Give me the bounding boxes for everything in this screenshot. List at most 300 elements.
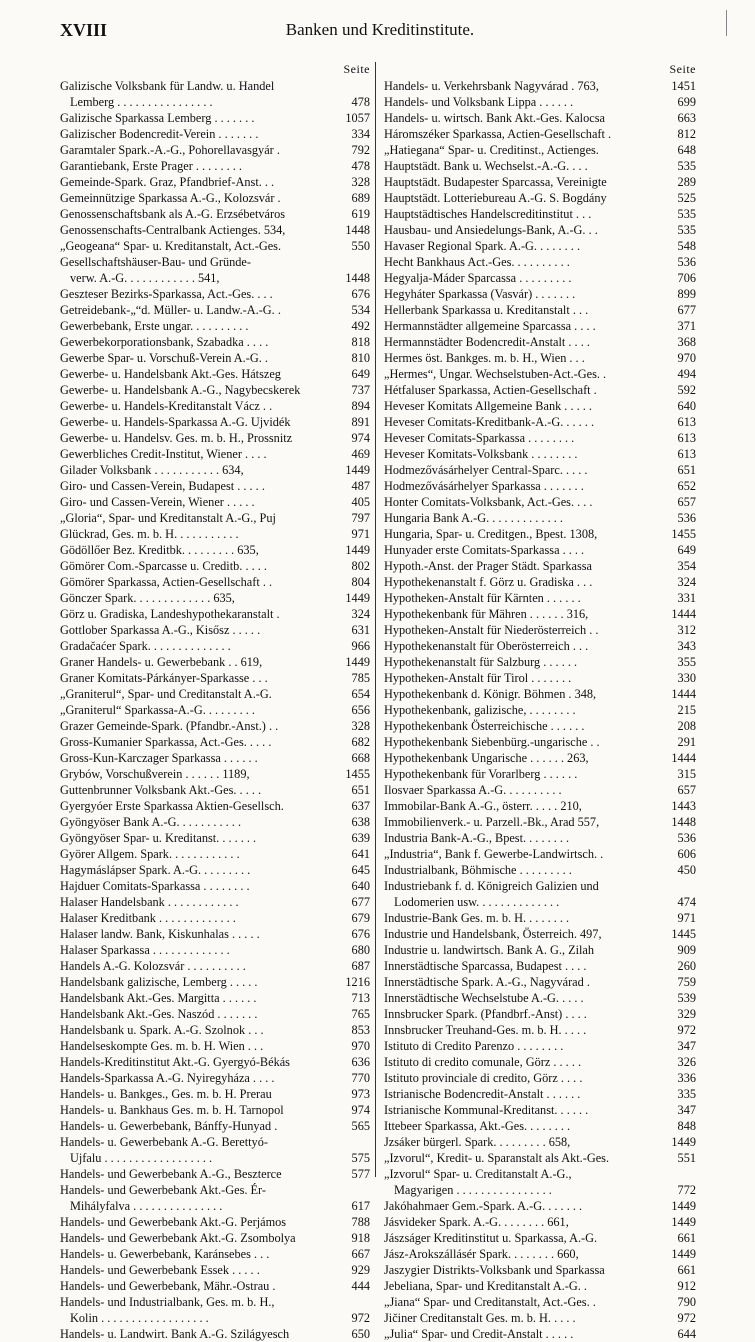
column-divider <box>375 62 376 1177</box>
entry-page: 1444 <box>671 687 696 701</box>
entry-page: 765 <box>351 1007 370 1021</box>
entry-page: 891 <box>351 415 370 429</box>
entry-name: Handels- u. Gewerbebank, Karánsebes . . . <box>60 1247 270 1261</box>
entry-name: Garamtaler Spark.-A.-G., Pohorellavasgyár . <box>60 143 280 157</box>
entry-name: Industrie und Handelsbank, Österreich. 497, <box>384 927 602 941</box>
entry-name: Handels-Sparkassa A.-G. Nyiregyháza . . . . <box>60 1071 275 1085</box>
entry-name: Hypothekenbank Ungarische . . . . . . 263, <box>384 751 589 765</box>
entry-name: „Hermes“, Ungar. Wechselstuben-Act.-Ges. . <box>384 367 607 381</box>
entry-name: „Graniterul“, Spar- und Creditanstalt A.-G. <box>60 687 272 701</box>
entry-page: 661 <box>677 1231 696 1245</box>
entry-page: 1449 <box>345 543 370 557</box>
index-entry <box>384 366 696 382</box>
index-entry <box>384 766 696 782</box>
entry-page: 676 <box>351 287 370 301</box>
index-entry <box>384 1310 696 1326</box>
entry-name: Handels- u. Landwirt. Bank A.-G. Szilágyesch <box>60 1327 290 1341</box>
entry-name: Hungaria Bank A.-G. . . . . . . . . . . . . <box>384 511 563 525</box>
entry-name: Jásvideker Spark. A.-G. . . . . . . . 661, <box>384 1215 569 1229</box>
index-entry <box>384 478 696 494</box>
index-entry <box>384 638 696 654</box>
index-entry <box>384 718 696 734</box>
entry-page: 208 <box>677 719 696 733</box>
entry-page: 335 <box>677 1087 696 1101</box>
index-entry <box>60 974 370 990</box>
entry-name: Handels-Kreditinstitut Akt.-G. Gyergyó-Békás <box>60 1055 290 1069</box>
entry-name: Heveser Komitats-Volksbank . . . . . . . . <box>384 447 578 461</box>
entry-name: Industrialbank, Böhmische . . . . . . . . . <box>384 863 572 877</box>
entry-page: 478 <box>351 95 370 109</box>
entry-page: 972 <box>351 1311 370 1325</box>
index-entry <box>384 622 696 638</box>
index-entry <box>384 1198 696 1214</box>
index-entry <box>384 558 696 574</box>
index-entry <box>384 222 696 238</box>
entry-page: 676 <box>351 927 370 941</box>
entry-name: Ittebeer Sparkassa, Akt.-Ges. . . . . . . . <box>384 1119 571 1133</box>
index-entry <box>60 270 370 286</box>
index-entry <box>384 782 696 798</box>
index-entry <box>60 718 370 734</box>
entry-page: 687 <box>351 959 370 973</box>
index-entry <box>384 654 696 670</box>
entry-name: Hétfaluser Sparkassa, Actien-Gesellschaft . <box>384 383 597 397</box>
entry-page: 772 <box>677 1183 696 1197</box>
entry-page: 899 <box>677 287 696 301</box>
index-entry <box>60 94 370 110</box>
entry-page: 770 <box>351 1071 370 1085</box>
index-entry <box>384 542 696 558</box>
entry-page: 1455 <box>671 527 696 541</box>
index-entry <box>384 286 696 302</box>
index-entry <box>60 1022 370 1038</box>
entry-name: Geszteser Bezirks-Sparkassa, Act.-Ges. . . . <box>60 287 273 301</box>
index-entry <box>60 1006 370 1022</box>
entry-page: 1449 <box>671 1215 696 1229</box>
index-entry <box>60 1086 370 1102</box>
index-entry <box>60 910 370 926</box>
entry-page: 667 <box>351 1247 370 1261</box>
entry-page: 912 <box>677 1279 696 1293</box>
index-entry <box>60 382 370 398</box>
entry-name: Handels- und Industrialbank, Ges. m. b. H., <box>60 1295 275 1309</box>
entry-name: Magyarigen . . . . . . . . . . . . . . . . <box>394 1183 552 1197</box>
entry-name: Györer Allgem. Spark. . . . . . . . . . . . <box>60 847 240 861</box>
entry-name: Hagymáslápser Spark. A.-G. . . . . . . . . <box>60 863 251 877</box>
entry-page: 494 <box>677 367 696 381</box>
index-entry <box>384 1262 696 1278</box>
index-entry <box>60 1038 370 1054</box>
index-entry <box>60 878 370 894</box>
entry-page: 535 <box>677 159 696 173</box>
entry-name: Gewerbe- u. Handels-Kreditanstalt Vácz . . <box>60 399 273 413</box>
index-entry <box>384 446 696 462</box>
entry-name: Garantiebank, Erste Prager . . . . . . . . <box>60 159 243 173</box>
index-entry <box>384 190 696 206</box>
index-entry <box>384 1118 696 1134</box>
entry-name: Handels- u. wirtsch. Bank Akt.-Ges. Kalocsa <box>384 111 605 125</box>
index-entry <box>60 606 370 622</box>
entry-name: Jzsáker bürgerl. Spark. . . . . . . . . 658, <box>384 1135 571 1149</box>
entry-name: Hypothekenbank für Vorarlberg . . . . . . <box>384 767 578 781</box>
entry-page: 918 <box>351 1231 370 1245</box>
index-entry <box>60 574 370 590</box>
entry-page: 785 <box>351 671 370 685</box>
entry-name: Hecht Bankhaus Act.-Ges. . . . . . . . . . <box>384 255 570 269</box>
index-entry <box>60 510 370 526</box>
entry-name: Handelsbank galizische, Lemberg . . . . . <box>60 975 258 989</box>
index-entry <box>60 590 370 606</box>
entry-page: 539 <box>677 991 696 1005</box>
entry-page: 575 <box>351 1151 370 1165</box>
entry-name: Gyöngyöser Bank A.-G. . . . . . . . . . . <box>60 815 242 829</box>
entry-page: 654 <box>351 687 370 701</box>
entry-name: Heveser Komitats Allgemeine Bank . . . . . <box>384 399 592 413</box>
entry-name: Gömörer Sparkassa, Actien-Gesellschaft . . <box>60 575 273 589</box>
entry-page: 679 <box>351 911 370 925</box>
entry-name: Gross-Kun-Karczager Sparkassa . . . . . . <box>60 751 258 765</box>
index-entry <box>60 1278 370 1294</box>
entry-name: Jászságer Kreditinstitut u. Sparkassa, A.-G. <box>384 1231 598 1245</box>
entry-page: 474 <box>677 895 696 909</box>
index-entry <box>384 1054 696 1070</box>
entry-name: Jász-Arokszállásér Spark. . . . . . . . 660, <box>384 1247 579 1261</box>
index-entry <box>384 174 696 190</box>
entry-name: Görz u. Gradiska, Landeshypothekaranstalt . <box>60 607 280 621</box>
index-entry <box>60 862 370 878</box>
entry-name: Hauptstädt. Lotteriebureau A.-G. S. Bogdány <box>384 191 607 205</box>
index-entry <box>60 1214 370 1230</box>
index-entry <box>384 862 696 878</box>
entry-name: Gödöllőer Bez. Kreditbk. . . . . . . . . 635, <box>60 543 259 557</box>
entry-page: 525 <box>677 191 696 205</box>
index-entry <box>60 846 370 862</box>
entry-name: Immobilar-Bank A.-G., österr. . . . . 210, <box>384 799 582 813</box>
entry-page: 324 <box>351 607 370 621</box>
entry-page: 536 <box>677 831 696 845</box>
entry-name: Hodmezővásárhelyer Sparkassa . . . . . . . <box>384 479 584 493</box>
entry-name: Hypotheken-Anstalt für Kärnten . . . . . . <box>384 591 581 605</box>
entry-page: 1445 <box>671 927 696 941</box>
entry-page: 788 <box>351 1215 370 1229</box>
entry-name: Halaser landw. Bank, Kiskunhalas . . . . . <box>60 927 260 941</box>
entry-name: Háromszéker Sparkassa, Actien-Gesellschaft . <box>384 127 612 141</box>
entry-page: 971 <box>351 527 370 541</box>
entry-name: Handels- u. Bankhaus Ges. m. b. H. Tarnopol <box>60 1103 284 1117</box>
entry-page: 535 <box>677 223 696 237</box>
index-entry <box>384 974 696 990</box>
entry-page: 668 <box>351 751 370 765</box>
entry-name: „Industria“, Bank f. Gewerbe-Landwirtsch. . <box>384 847 604 861</box>
entry-name: Handels- u. Bankges., Ges. m. b. H. Prerau <box>60 1087 272 1101</box>
entry-name: Graner Komitats-Párkányer-Sparkasse . . . <box>60 671 268 685</box>
entry-name: Handels- und Gewerbebank Akt.-G. Perjámos <box>60 1215 287 1229</box>
entry-page: 792 <box>351 143 370 157</box>
index-entry <box>384 894 696 910</box>
index-entry <box>60 494 370 510</box>
entry-page: 606 <box>677 847 696 861</box>
index-entry <box>384 798 696 814</box>
right-column-header: Seite <box>669 62 696 76</box>
entry-page: 649 <box>351 367 370 381</box>
entry-page: 853 <box>351 1023 370 1037</box>
entry-page: 929 <box>351 1263 370 1277</box>
entry-page: 550 <box>351 239 370 253</box>
entry-name: Hypothekenbank d. Königr. Böhmen . 348, <box>384 687 597 701</box>
index-entry <box>384 702 696 718</box>
index-entry <box>60 174 370 190</box>
index-entry <box>384 574 696 590</box>
index-entry <box>60 734 370 750</box>
entry-page: 1057 <box>345 111 370 125</box>
entry-page: 354 <box>677 559 696 573</box>
index-entry <box>60 1054 370 1070</box>
entry-page: 966 <box>351 639 370 653</box>
entry-page: 1444 <box>671 751 696 765</box>
entry-name: Handels- und Volksbank Lippa . . . . . . <box>384 95 574 109</box>
entry-page: 1449 <box>345 591 370 605</box>
index-entry <box>384 302 696 318</box>
index-entry <box>60 350 370 366</box>
entry-name: Giro- und Cassen-Verein, Wiener . . . . . <box>60 495 255 509</box>
entry-page: 371 <box>677 319 696 333</box>
index-entry <box>384 238 696 254</box>
entry-name: Gewerbliches Credit-Institut, Wiener . . . . <box>60 447 267 461</box>
entry-name: Gemeinnützige Sparkassa A.-G., Kolozsvár . <box>60 191 281 205</box>
entry-name: verw. A.-G. . . . . . . . . . . . 541, <box>70 271 220 285</box>
entry-name: Hypothekenbank für Mähren . . . . . . 316, <box>384 607 589 621</box>
entry-page: 548 <box>677 239 696 253</box>
index-entry <box>60 798 370 814</box>
page-header <box>60 20 700 46</box>
entry-page: 972 <box>677 1023 696 1037</box>
entry-page: 1449 <box>345 655 370 669</box>
entry-page: 1451 <box>671 79 696 93</box>
entry-name: Jičiner Creditanstalt Ges. m. b. H. . . . . <box>384 1311 576 1325</box>
entry-page: 405 <box>351 495 370 509</box>
entry-page: 1449 <box>671 1135 696 1149</box>
index-entry <box>60 526 370 542</box>
entry-page: 818 <box>351 335 370 349</box>
entry-page: 650 <box>351 1327 370 1341</box>
entry-page: 592 <box>677 383 696 397</box>
entry-name: Handels- und Gewerbebank A.-G., Beszterce <box>60 1167 282 1181</box>
index-entry <box>60 1310 370 1326</box>
index-entry <box>384 414 696 430</box>
index-entry <box>384 1150 696 1166</box>
entry-name: Hypothekenanstalt für Salzburg . . . . . . <box>384 655 578 669</box>
index-entry <box>60 1230 370 1246</box>
entry-page: 689 <box>351 191 370 205</box>
index-entry <box>384 142 696 158</box>
entry-name: Hypothekenbank, galizische, . . . . . . . . <box>384 703 576 717</box>
index-entry <box>60 1246 370 1262</box>
entry-name: Handelseskompte Ges. m. b. H. Wien . . . <box>60 1039 264 1053</box>
index-entry <box>60 1182 370 1198</box>
entry-name: „Izvorul“ Spar- u. Creditanstalt A.-G., <box>384 1167 572 1181</box>
entry-name: Gewerbe- u. Handelsbank Akt.-Ges. Hátszeg <box>60 367 281 381</box>
index-entry <box>60 238 370 254</box>
entry-page: 469 <box>351 447 370 461</box>
entry-page: 329 <box>677 1007 696 1021</box>
index-entry <box>60 1198 370 1214</box>
entry-name: „Izvorul“, Kredit- u. Sparanstalt als Akt.-Ges. <box>384 1151 610 1165</box>
entry-name: Innerstädtische Spark. A.-G., Nagyvárad . <box>384 975 590 989</box>
right-column <box>384 62 696 1342</box>
entry-name: Hypotheken-Anstalt für Niederösterreich . . <box>384 623 599 637</box>
entry-page: 535 <box>677 207 696 221</box>
entry-name: Hermannstädter allgemeine Sparcassa . . . . <box>384 319 596 333</box>
entry-name: Guttenbrunner Volksbank Akt.-Ges. . . . . <box>60 783 262 797</box>
index-entry <box>60 158 370 174</box>
entry-name: Istrianische Kommunal-Kreditanst. . . . . . <box>384 1103 589 1117</box>
index-entry <box>384 430 696 446</box>
entry-page: 291 <box>677 735 696 749</box>
entry-name: Giro- und Cassen-Verein, Budapest . . . . . <box>60 479 265 493</box>
page-title: Banken und Kreditinstitute. <box>285 20 475 39</box>
entry-name: Innerstädtische Wechselstube A.-G. . . . . <box>384 991 584 1005</box>
entry-name: Genossenschafts-Centralbank Actienges. 534, <box>60 223 286 237</box>
index-entry <box>60 558 370 574</box>
index-entry <box>60 814 370 830</box>
index-entry <box>384 942 696 958</box>
entry-name: „Gloria“, Spar- und Kreditanstalt A.-G., Puj <box>60 511 276 525</box>
index-entry <box>384 318 696 334</box>
entry-name: Heveser Comitats-Kreditbank-A.-G. . . . . . <box>384 415 595 429</box>
index-entry <box>384 1326 696 1342</box>
index-entry <box>60 766 370 782</box>
entry-name: Innerstädtische Sparcassa, Budapest . . . . <box>384 959 587 973</box>
entry-page: 651 <box>677 463 696 477</box>
entry-page: 644 <box>677 1327 696 1341</box>
entry-page: 970 <box>677 351 696 365</box>
entry-name: Gyergyóer Erste Sparkassa Aktien-Gesellsch. <box>60 799 284 813</box>
entry-name: Hypoth.-Anst. der Prager Städt. Sparkassa <box>384 559 592 573</box>
index-entry <box>60 1262 370 1278</box>
entry-name: Handels- u. Gewerbebank, Bánffy-Hunyad . <box>60 1119 278 1133</box>
entry-page: 617 <box>351 1199 370 1213</box>
entry-page: 713 <box>351 991 370 1005</box>
entry-page: 848 <box>677 1119 696 1133</box>
index-entry <box>60 318 370 334</box>
entry-name: Immobilienverk.- u. Parzell.-Bk., Arad 557, <box>384 815 600 829</box>
index-entry <box>60 958 370 974</box>
index-entry <box>60 142 370 158</box>
entry-page: 638 <box>351 815 370 829</box>
entry-name: Industrie-Bank Ges. m. b. H. . . . . . . . <box>384 911 570 925</box>
index-entry <box>384 526 696 542</box>
entry-page: 551 <box>677 1151 696 1165</box>
index-entry <box>384 126 696 142</box>
entry-name: Hypothekenanstalt für Oberösterreich . . . <box>384 639 589 653</box>
entry-name: Hajduer Comitats-Sparkassa . . . . . . . . <box>60 879 250 893</box>
entry-page: 315 <box>677 767 696 781</box>
entry-page: 677 <box>351 895 370 909</box>
entry-page: 640 <box>677 399 696 413</box>
entry-name: Halaser Handelsbank . . . . . . . . . . . . <box>60 895 239 909</box>
entry-name: Mihályfalva . . . . . . . . . . . . . . . <box>70 1199 223 1213</box>
index-entry <box>60 654 370 670</box>
entry-name: Industriebank f. d. Königreich Galizien und <box>384 879 599 893</box>
index-entry <box>384 1038 696 1054</box>
index-entry <box>384 1070 696 1086</box>
entry-name: Hausbau- und Ansiedelungs-Bank, A.-G. . . <box>384 223 598 237</box>
entry-name: Handelsbank Akt.-Ges. Margitta . . . . . . <box>60 991 257 1005</box>
index-entry <box>384 990 696 1006</box>
index-entry <box>60 1070 370 1086</box>
entry-name: Istituto provinciale di credito, Görz . . . . <box>384 1071 583 1085</box>
entry-page: 663 <box>677 111 696 125</box>
entry-name: Hauptstädt. Budapester Sparcassa, Vereinigte <box>384 175 607 189</box>
entry-page: 974 <box>351 1103 370 1117</box>
right-entry-list <box>384 78 696 1342</box>
entry-name: Grazer Gemeinde-Spark. (Pfandbr.-Anst.) . . <box>60 719 279 733</box>
left-column <box>60 62 370 1342</box>
entry-name: Hunyader erste Comitats-Sparkassa . . . . <box>384 543 585 557</box>
index-entry <box>384 1086 696 1102</box>
entry-name: Gross-Kumanier Sparkassa, Act.-Ges. . . . . <box>60 735 272 749</box>
entry-name: Gewerbebank, Erste ungar. . . . . . . . . . <box>60 319 249 333</box>
index-entry <box>384 814 696 830</box>
entry-name: Heveser Comitats-Sparkassa . . . . . . . . <box>384 431 575 445</box>
entry-name: Industrie u. landwirtsch. Bank A. G., Zilah <box>384 943 595 957</box>
entry-page: 645 <box>351 863 370 877</box>
index-entry <box>60 894 370 910</box>
entry-page: 577 <box>351 1167 370 1181</box>
entry-name: Galizische Volksbank für Landw. u. Handel <box>60 79 275 93</box>
index-entry <box>60 1150 370 1166</box>
entry-page: 790 <box>677 1295 696 1309</box>
entry-page: 637 <box>351 799 370 813</box>
entry-page: 355 <box>677 655 696 669</box>
entry-page: 657 <box>677 495 696 509</box>
index-entry <box>384 670 696 686</box>
entry-page: 656 <box>351 703 370 717</box>
entry-name: Handels- und Gewerbebank Akt.-Ges. Ér- <box>60 1183 267 1197</box>
entry-page: 641 <box>351 847 370 861</box>
entry-page: 1444 <box>671 607 696 621</box>
entry-name: „Geogeana“ Spar- u. Kreditanstalt, Act.-Ges. <box>60 239 282 253</box>
entry-name: Hypotheken-Anstalt für Tirol . . . . . . . <box>384 671 572 685</box>
index-entry <box>60 830 370 846</box>
left-entry-list <box>60 78 370 1342</box>
index-entry <box>60 126 370 142</box>
entry-page: 312 <box>677 623 696 637</box>
entry-name: Grybów, Vorschußverein . . . . . . 1189, <box>60 767 250 781</box>
entry-name: Hermes öst. Bankges. m. b. H., Wien . . . <box>384 351 585 365</box>
index-entry <box>384 494 696 510</box>
index-entry <box>60 990 370 1006</box>
entry-page: 636 <box>351 1055 370 1069</box>
entry-name: Lodomerien usw. . . . . . . . . . . . . . <box>394 895 560 909</box>
entry-name: Handels- und Gewerbebank Akt.-G. Zsombolya <box>60 1231 296 1245</box>
entry-name: „Julia“ Spar- und Credit-Anstalt . . . . . <box>384 1327 574 1341</box>
entry-page: 334 <box>351 127 370 141</box>
index-entry <box>384 350 696 366</box>
index-entry <box>60 686 370 702</box>
entry-name: Gewerbe- u. Handels-Sparkassa A.-G. Ujvidék <box>60 415 291 429</box>
entry-name: Gewerbe Spar- u. Vorschuß-Verein A.-G. . <box>60 351 268 365</box>
entry-name: Gömörer Com.-Sparcasse u. Creditb. . . . . <box>60 559 267 573</box>
entry-name: Honter Comitats-Volksbank, Act.-Ges. . . . <box>384 495 593 509</box>
entry-name: Halaser Kreditbank . . . . . . . . . . . . . <box>60 911 236 925</box>
entry-name: Hungaria, Spar- u. Creditgen., Bpest. 1308, <box>384 527 598 541</box>
index-entry <box>60 942 370 958</box>
entry-name: Gemeinde-Spark. Graz, Pfandbrief-Anst. . . <box>60 175 275 189</box>
index-entry <box>60 110 370 126</box>
entry-name: Hypothekenanstalt f. Görz u. Gradiska . . . <box>384 575 593 589</box>
entry-page: 759 <box>677 975 696 989</box>
